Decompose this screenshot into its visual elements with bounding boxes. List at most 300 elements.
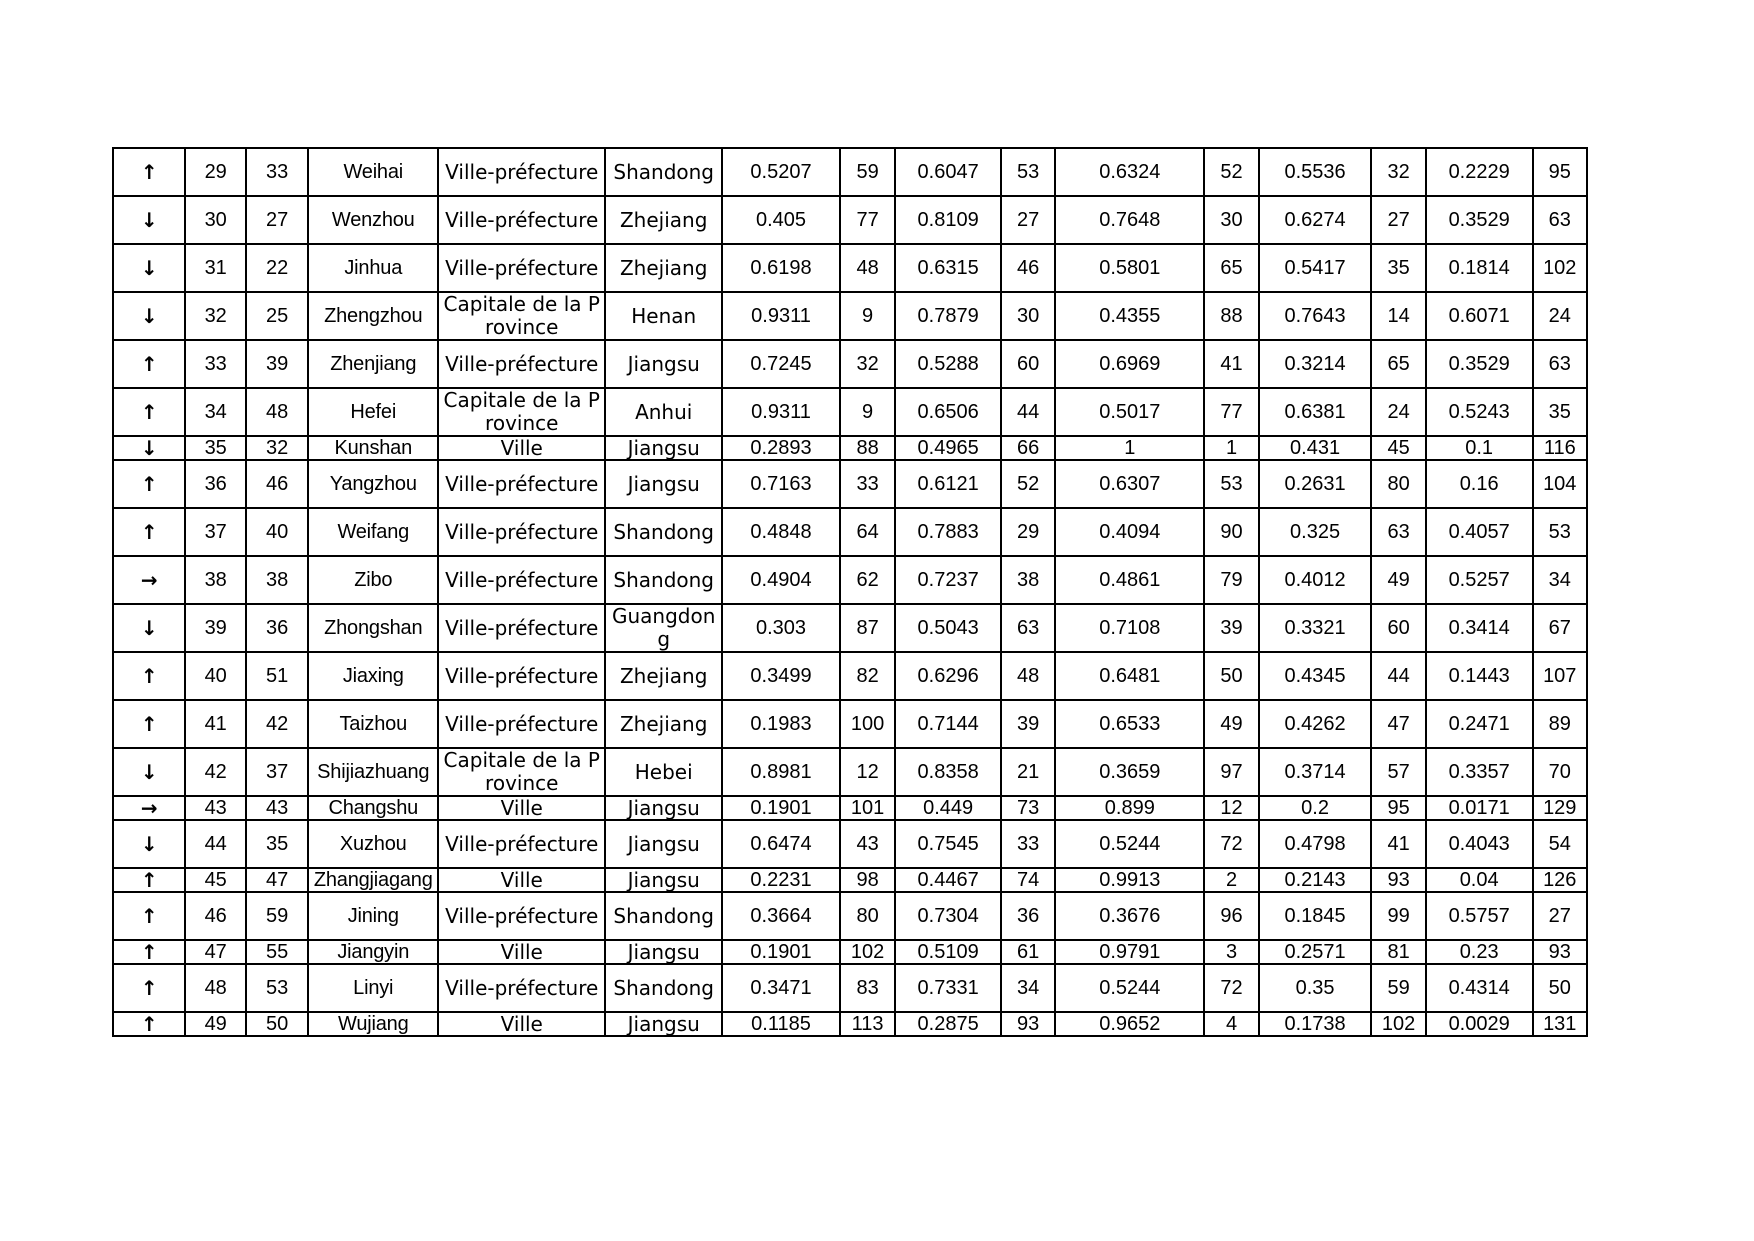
score-3-cell: 0.5244 xyxy=(1055,964,1204,1012)
city-type-cell: Ville-préfecture xyxy=(438,700,605,748)
rank-3-cell: 90 xyxy=(1204,508,1258,556)
trend-arrow-icon: ↑ xyxy=(113,460,185,508)
trend-arrow-icon: ↓ xyxy=(113,436,185,460)
trend-arrow-icon: ↑ xyxy=(113,964,185,1012)
rank-5-cell: 107 xyxy=(1533,652,1587,700)
score-1-cell: 0.6198 xyxy=(722,244,840,292)
rank-3-cell: 39 xyxy=(1204,604,1258,652)
rank-3-cell: 41 xyxy=(1204,340,1258,388)
table-row xyxy=(113,892,1587,940)
score-5-cell: 0.1 xyxy=(1426,436,1533,460)
rank-4-cell: 57 xyxy=(1371,748,1425,796)
table-row xyxy=(113,1012,1587,1036)
rank-4-cell: 63 xyxy=(1371,508,1425,556)
rank-3-cell: 2 xyxy=(1204,868,1258,892)
city-type-cell: Capitale de la Province xyxy=(438,748,605,796)
score-3-cell: 0.5017 xyxy=(1055,388,1204,436)
province-cell: Zhejiang xyxy=(605,652,722,700)
rank-3-cell: 65 xyxy=(1204,244,1258,292)
rank-2-cell: 38 xyxy=(1001,556,1055,604)
score-2-cell: 0.449 xyxy=(895,796,1001,820)
score-5-cell: 0.1443 xyxy=(1426,652,1533,700)
score-2-cell: 0.7237 xyxy=(895,556,1001,604)
rank-2-cell: 21 xyxy=(1001,748,1055,796)
previous-rank-cell: 53 xyxy=(246,964,308,1012)
province-cell: Jiangsu xyxy=(605,436,722,460)
score-2-cell: 0.7331 xyxy=(895,964,1001,1012)
table-row xyxy=(113,556,1587,604)
score-5-cell: 0.3357 xyxy=(1426,748,1533,796)
city-type-cell: Ville-préfecture xyxy=(438,508,605,556)
rank-5-cell: 24 xyxy=(1533,292,1587,340)
score-2-cell: 0.8358 xyxy=(895,748,1001,796)
score-3-cell: 0.9652 xyxy=(1055,1012,1204,1036)
city-name-cell: Jiaxing xyxy=(308,652,438,700)
score-5-cell: 0.1814 xyxy=(1426,244,1533,292)
previous-rank-cell: 46 xyxy=(246,460,308,508)
score-3-cell: 0.7108 xyxy=(1055,604,1204,652)
table-row xyxy=(113,796,1587,820)
rank-1-cell: 32 xyxy=(840,340,895,388)
province-cell: Jiangsu xyxy=(605,1012,722,1036)
previous-rank-cell: 55 xyxy=(246,940,308,964)
rank-3-cell: 3 xyxy=(1204,940,1258,964)
rank-3-cell: 50 xyxy=(1204,652,1258,700)
score-2-cell: 0.5043 xyxy=(895,604,1001,652)
rank-5-cell: 131 xyxy=(1533,1012,1587,1036)
trend-arrow-icon: ↑ xyxy=(113,340,185,388)
previous-rank-cell: 48 xyxy=(246,388,308,436)
previous-rank-cell: 33 xyxy=(246,148,308,196)
city-name-cell: Wujiang xyxy=(308,1012,438,1036)
rank-5-cell: 116 xyxy=(1533,436,1587,460)
score-5-cell: 0.4043 xyxy=(1426,820,1533,868)
city-type-cell: Ville-préfecture xyxy=(438,196,605,244)
rank-4-cell: 32 xyxy=(1371,148,1425,196)
score-4-cell: 0.2571 xyxy=(1259,940,1372,964)
city-type-cell: Ville-préfecture xyxy=(438,652,605,700)
score-5-cell: 0.2229 xyxy=(1426,148,1533,196)
city-type-cell: Ville xyxy=(438,796,605,820)
score-3-cell: 0.4861 xyxy=(1055,556,1204,604)
rank-1-cell: 9 xyxy=(840,292,895,340)
previous-rank-cell: 50 xyxy=(246,1012,308,1036)
rank-1-cell: 98 xyxy=(840,868,895,892)
province-cell: Jiangsu xyxy=(605,796,722,820)
rank-cell: 40 xyxy=(185,652,245,700)
province-cell: Henan xyxy=(605,292,722,340)
score-2-cell: 0.6315 xyxy=(895,244,1001,292)
province-cell: Hebei xyxy=(605,748,722,796)
province-cell: Jiangsu xyxy=(605,868,722,892)
city-type-cell: Ville-préfecture xyxy=(438,460,605,508)
rank-5-cell: 95 xyxy=(1533,148,1587,196)
previous-rank-cell: 22 xyxy=(246,244,308,292)
score-1-cell: 0.1901 xyxy=(722,796,840,820)
rank-cell: 41 xyxy=(185,700,245,748)
score-3-cell: 0.9913 xyxy=(1055,868,1204,892)
rank-2-cell: 73 xyxy=(1001,796,1055,820)
rank-1-cell: 48 xyxy=(840,244,895,292)
score-4-cell: 0.1845 xyxy=(1259,892,1372,940)
score-1-cell: 0.3471 xyxy=(722,964,840,1012)
province-cell: Zhejiang xyxy=(605,196,722,244)
city-ranking-table-container xyxy=(112,147,1588,1037)
score-1-cell: 0.6474 xyxy=(722,820,840,868)
trend-arrow-icon: ↑ xyxy=(113,868,185,892)
rank-2-cell: 93 xyxy=(1001,1012,1055,1036)
score-5-cell: 0.2471 xyxy=(1426,700,1533,748)
score-1-cell: 0.9311 xyxy=(722,388,840,436)
rank-1-cell: 59 xyxy=(840,148,895,196)
city-name-cell: Hefei xyxy=(308,388,438,436)
rank-2-cell: 66 xyxy=(1001,436,1055,460)
city-type-cell: Ville-préfecture xyxy=(438,556,605,604)
score-5-cell: 0.0029 xyxy=(1426,1012,1533,1036)
previous-rank-cell: 43 xyxy=(246,796,308,820)
trend-arrow-icon: ↑ xyxy=(113,652,185,700)
rank-cell: 47 xyxy=(185,940,245,964)
trend-arrow-icon: → xyxy=(113,556,185,604)
score-4-cell: 0.5417 xyxy=(1259,244,1372,292)
rank-2-cell: 30 xyxy=(1001,292,1055,340)
score-2-cell: 0.7304 xyxy=(895,892,1001,940)
rank-5-cell: 53 xyxy=(1533,508,1587,556)
score-3-cell: 0.4094 xyxy=(1055,508,1204,556)
rank-2-cell: 53 xyxy=(1001,148,1055,196)
city-name-cell: Xuzhou xyxy=(308,820,438,868)
score-5-cell: 0.3529 xyxy=(1426,196,1533,244)
rank-cell: 29 xyxy=(185,148,245,196)
rank-3-cell: 72 xyxy=(1204,820,1258,868)
score-3-cell: 0.3676 xyxy=(1055,892,1204,940)
trend-arrow-icon: ↓ xyxy=(113,748,185,796)
rank-5-cell: 67 xyxy=(1533,604,1587,652)
rank-1-cell: 83 xyxy=(840,964,895,1012)
score-1-cell: 0.7245 xyxy=(722,340,840,388)
table-row xyxy=(113,940,1587,964)
rank-3-cell: 1 xyxy=(1204,436,1258,460)
rank-2-cell: 63 xyxy=(1001,604,1055,652)
score-4-cell: 0.1738 xyxy=(1259,1012,1372,1036)
score-1-cell: 0.2893 xyxy=(722,436,840,460)
province-cell: Guangdong xyxy=(605,604,722,652)
rank-cell: 43 xyxy=(185,796,245,820)
city-name-cell: Zhenjiang xyxy=(308,340,438,388)
score-3-cell: 0.5244 xyxy=(1055,820,1204,868)
trend-arrow-icon: ↓ xyxy=(113,244,185,292)
rank-cell: 34 xyxy=(185,388,245,436)
rank-3-cell: 12 xyxy=(1204,796,1258,820)
rank-cell: 31 xyxy=(185,244,245,292)
rank-1-cell: 100 xyxy=(840,700,895,748)
score-4-cell: 0.2 xyxy=(1259,796,1372,820)
rank-1-cell: 101 xyxy=(840,796,895,820)
rank-5-cell: 27 xyxy=(1533,892,1587,940)
table-row xyxy=(113,460,1587,508)
rank-5-cell: 102 xyxy=(1533,244,1587,292)
table-row xyxy=(113,292,1587,340)
table-body xyxy=(113,148,1587,1036)
rank-cell: 39 xyxy=(185,604,245,652)
table-row xyxy=(113,436,1587,460)
rank-cell: 38 xyxy=(185,556,245,604)
rank-4-cell: 81 xyxy=(1371,940,1425,964)
score-5-cell: 0.23 xyxy=(1426,940,1533,964)
score-1-cell: 0.1901 xyxy=(722,940,840,964)
rank-4-cell: 35 xyxy=(1371,244,1425,292)
score-5-cell: 0.6071 xyxy=(1426,292,1533,340)
rank-3-cell: 49 xyxy=(1204,700,1258,748)
table-row xyxy=(113,748,1587,796)
score-1-cell: 0.4848 xyxy=(722,508,840,556)
rank-3-cell: 52 xyxy=(1204,148,1258,196)
table-row xyxy=(113,244,1587,292)
rank-1-cell: 62 xyxy=(840,556,895,604)
rank-cell: 37 xyxy=(185,508,245,556)
city-type-cell: Ville-préfecture xyxy=(438,340,605,388)
score-3-cell: 0.6324 xyxy=(1055,148,1204,196)
rank-cell: 36 xyxy=(185,460,245,508)
province-cell: Shandong xyxy=(605,892,722,940)
table-row xyxy=(113,340,1587,388)
rank-1-cell: 64 xyxy=(840,508,895,556)
rank-4-cell: 95 xyxy=(1371,796,1425,820)
city-type-cell: Ville-préfecture xyxy=(438,244,605,292)
score-5-cell: 0.04 xyxy=(1426,868,1533,892)
rank-1-cell: 77 xyxy=(840,196,895,244)
city-name-cell: Linyi xyxy=(308,964,438,1012)
rank-1-cell: 12 xyxy=(840,748,895,796)
rank-2-cell: 29 xyxy=(1001,508,1055,556)
rank-3-cell: 4 xyxy=(1204,1012,1258,1036)
rank-5-cell: 63 xyxy=(1533,340,1587,388)
rank-cell: 49 xyxy=(185,1012,245,1036)
score-1-cell: 0.5207 xyxy=(722,148,840,196)
score-1-cell: 0.1983 xyxy=(722,700,840,748)
trend-arrow-icon: ↑ xyxy=(113,1012,185,1036)
score-3-cell: 0.6481 xyxy=(1055,652,1204,700)
rank-cell: 42 xyxy=(185,748,245,796)
score-4-cell: 0.4012 xyxy=(1259,556,1372,604)
rank-5-cell: 34 xyxy=(1533,556,1587,604)
province-cell: Zhejiang xyxy=(605,700,722,748)
rank-2-cell: 74 xyxy=(1001,868,1055,892)
trend-arrow-icon: ↑ xyxy=(113,940,185,964)
rank-5-cell: 54 xyxy=(1533,820,1587,868)
rank-2-cell: 46 xyxy=(1001,244,1055,292)
city-ranking-table xyxy=(112,147,1588,1037)
score-5-cell: 0.4314 xyxy=(1426,964,1533,1012)
rank-2-cell: 44 xyxy=(1001,388,1055,436)
table-row xyxy=(113,964,1587,1012)
previous-rank-cell: 42 xyxy=(246,700,308,748)
score-4-cell: 0.325 xyxy=(1259,508,1372,556)
rank-4-cell: 99 xyxy=(1371,892,1425,940)
table-row xyxy=(113,820,1587,868)
score-1-cell: 0.8981 xyxy=(722,748,840,796)
previous-rank-cell: 35 xyxy=(246,820,308,868)
city-type-cell: Capitale de la Province xyxy=(438,292,605,340)
province-cell: Shandong xyxy=(605,964,722,1012)
rank-1-cell: 80 xyxy=(840,892,895,940)
rank-4-cell: 60 xyxy=(1371,604,1425,652)
city-name-cell: Yangzhou xyxy=(308,460,438,508)
rank-cell: 30 xyxy=(185,196,245,244)
rank-4-cell: 14 xyxy=(1371,292,1425,340)
rank-3-cell: 72 xyxy=(1204,964,1258,1012)
score-4-cell: 0.4798 xyxy=(1259,820,1372,868)
rank-2-cell: 61 xyxy=(1001,940,1055,964)
table-row xyxy=(113,388,1587,436)
score-2-cell: 0.7545 xyxy=(895,820,1001,868)
previous-rank-cell: 25 xyxy=(246,292,308,340)
rank-2-cell: 36 xyxy=(1001,892,1055,940)
rank-4-cell: 80 xyxy=(1371,460,1425,508)
city-type-cell: Ville-préfecture xyxy=(438,964,605,1012)
rank-4-cell: 93 xyxy=(1371,868,1425,892)
rank-4-cell: 41 xyxy=(1371,820,1425,868)
rank-5-cell: 70 xyxy=(1533,748,1587,796)
rank-3-cell: 88 xyxy=(1204,292,1258,340)
score-5-cell: 0.16 xyxy=(1426,460,1533,508)
city-type-cell: Ville-préfecture xyxy=(438,892,605,940)
city-type-cell: Ville xyxy=(438,940,605,964)
score-4-cell: 0.3321 xyxy=(1259,604,1372,652)
rank-1-cell: 33 xyxy=(840,460,895,508)
score-2-cell: 0.5288 xyxy=(895,340,1001,388)
score-2-cell: 0.5109 xyxy=(895,940,1001,964)
city-type-cell: Ville-préfecture xyxy=(438,604,605,652)
table-row xyxy=(113,196,1587,244)
rank-4-cell: 49 xyxy=(1371,556,1425,604)
city-name-cell: Zhongshan xyxy=(308,604,438,652)
city-name-cell: Jining xyxy=(308,892,438,940)
score-2-cell: 0.6506 xyxy=(895,388,1001,436)
rank-5-cell: 89 xyxy=(1533,700,1587,748)
city-name-cell: Wenzhou xyxy=(308,196,438,244)
score-4-cell: 0.35 xyxy=(1259,964,1372,1012)
score-5-cell: 0.3529 xyxy=(1426,340,1533,388)
score-2-cell: 0.7144 xyxy=(895,700,1001,748)
city-type-cell: Ville-préfecture xyxy=(438,148,605,196)
rank-2-cell: 39 xyxy=(1001,700,1055,748)
previous-rank-cell: 37 xyxy=(246,748,308,796)
city-name-cell: Changshu xyxy=(308,796,438,820)
rank-2-cell: 34 xyxy=(1001,964,1055,1012)
score-5-cell: 0.3414 xyxy=(1426,604,1533,652)
city-name-cell: Taizhou xyxy=(308,700,438,748)
score-1-cell: 0.3664 xyxy=(722,892,840,940)
score-4-cell: 0.4345 xyxy=(1259,652,1372,700)
table-row xyxy=(113,604,1587,652)
score-3-cell: 0.9791 xyxy=(1055,940,1204,964)
rank-1-cell: 43 xyxy=(840,820,895,868)
rank-1-cell: 9 xyxy=(840,388,895,436)
score-4-cell: 0.431 xyxy=(1259,436,1372,460)
score-5-cell: 0.5243 xyxy=(1426,388,1533,436)
rank-4-cell: 47 xyxy=(1371,700,1425,748)
score-2-cell: 0.4467 xyxy=(895,868,1001,892)
table-row xyxy=(113,652,1587,700)
score-4-cell: 0.6274 xyxy=(1259,196,1372,244)
score-4-cell: 0.3214 xyxy=(1259,340,1372,388)
previous-rank-cell: 51 xyxy=(246,652,308,700)
table-row xyxy=(113,508,1587,556)
previous-rank-cell: 59 xyxy=(246,892,308,940)
score-2-cell: 0.4965 xyxy=(895,436,1001,460)
previous-rank-cell: 27 xyxy=(246,196,308,244)
rank-cell: 44 xyxy=(185,820,245,868)
rank-5-cell: 35 xyxy=(1533,388,1587,436)
score-4-cell: 0.2143 xyxy=(1259,868,1372,892)
rank-4-cell: 24 xyxy=(1371,388,1425,436)
rank-5-cell: 126 xyxy=(1533,868,1587,892)
score-1-cell: 0.4904 xyxy=(722,556,840,604)
rank-4-cell: 27 xyxy=(1371,196,1425,244)
rank-5-cell: 93 xyxy=(1533,940,1587,964)
trend-arrow-icon: ↑ xyxy=(113,892,185,940)
trend-arrow-icon: → xyxy=(113,796,185,820)
trend-arrow-icon: ↓ xyxy=(113,820,185,868)
score-3-cell: 0.6969 xyxy=(1055,340,1204,388)
score-3-cell: 0.5801 xyxy=(1055,244,1204,292)
rank-1-cell: 87 xyxy=(840,604,895,652)
rank-4-cell: 45 xyxy=(1371,436,1425,460)
rank-2-cell: 27 xyxy=(1001,196,1055,244)
city-name-cell: Shijiazhuang xyxy=(308,748,438,796)
trend-arrow-icon: ↑ xyxy=(113,700,185,748)
score-5-cell: 0.5757 xyxy=(1426,892,1533,940)
score-4-cell: 0.3714 xyxy=(1259,748,1372,796)
score-3-cell: 1 xyxy=(1055,436,1204,460)
table-row xyxy=(113,148,1587,196)
score-1-cell: 0.405 xyxy=(722,196,840,244)
score-2-cell: 0.6047 xyxy=(895,148,1001,196)
rank-cell: 33 xyxy=(185,340,245,388)
province-cell: Shandong xyxy=(605,148,722,196)
rank-cell: 48 xyxy=(185,964,245,1012)
rank-1-cell: 113 xyxy=(840,1012,895,1036)
rank-2-cell: 48 xyxy=(1001,652,1055,700)
score-1-cell: 0.3499 xyxy=(722,652,840,700)
trend-arrow-icon: ↑ xyxy=(113,508,185,556)
rank-4-cell: 59 xyxy=(1371,964,1425,1012)
rank-4-cell: 102 xyxy=(1371,1012,1425,1036)
score-1-cell: 0.2231 xyxy=(722,868,840,892)
city-name-cell: Zhangjiagang xyxy=(308,868,438,892)
previous-rank-cell: 32 xyxy=(246,436,308,460)
province-cell: Shandong xyxy=(605,508,722,556)
previous-rank-cell: 47 xyxy=(246,868,308,892)
rank-2-cell: 33 xyxy=(1001,820,1055,868)
province-cell: Jiangsu xyxy=(605,340,722,388)
city-name-cell: Zhengzhou xyxy=(308,292,438,340)
trend-arrow-icon: ↓ xyxy=(113,292,185,340)
city-name-cell: Jiangyin xyxy=(308,940,438,964)
city-type-cell: Ville-préfecture xyxy=(438,820,605,868)
score-3-cell: 0.4355 xyxy=(1055,292,1204,340)
table-row xyxy=(113,700,1587,748)
score-1-cell: 0.1185 xyxy=(722,1012,840,1036)
score-5-cell: 0.4057 xyxy=(1426,508,1533,556)
city-type-cell: Ville xyxy=(438,868,605,892)
score-3-cell: 0.6533 xyxy=(1055,700,1204,748)
rank-3-cell: 30 xyxy=(1204,196,1258,244)
city-type-cell: Ville xyxy=(438,436,605,460)
city-type-cell: Ville xyxy=(438,1012,605,1036)
rank-1-cell: 82 xyxy=(840,652,895,700)
